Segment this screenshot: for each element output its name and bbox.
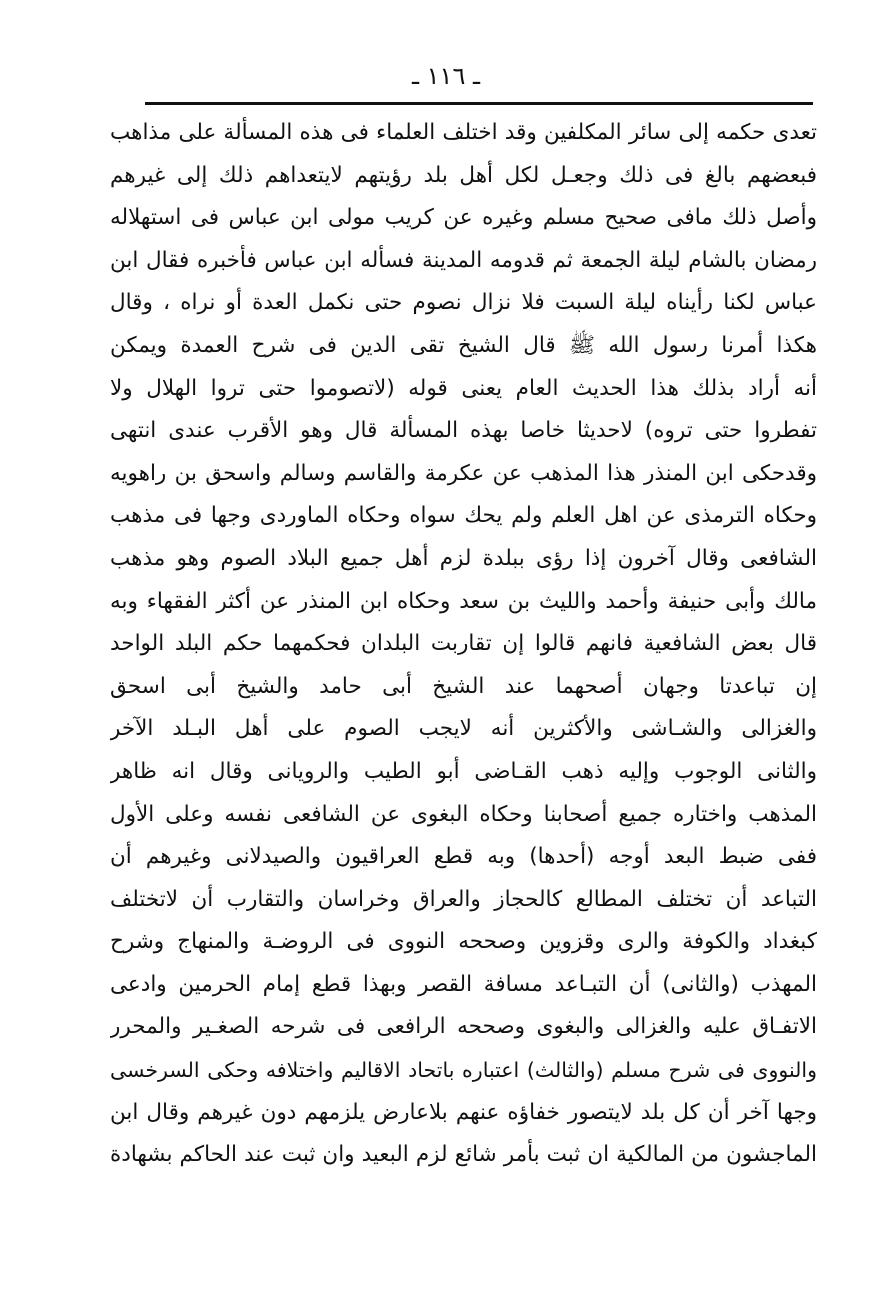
text-line: وحكاه الترمذى عن اهل العلم ولم يحك سواه وحكاه الماوردى وجها فى مذهب [110, 503, 817, 529]
text-line: الماجشون من المالكية ان ثبت بأمر شائع لزم البعيد وان ثبت عند الحاكم بشهادة [110, 1142, 817, 1168]
text-line: وأصل ذلك مافى صحيح مسلم وغيره عن كريب مولى ابن عباس فى استهلاله [110, 205, 817, 231]
text-line: والثانى الوجوب وإليه ذهب القـاضى أبو الطيب والرويانى وقال انه ظاهر [110, 758, 817, 784]
text-line: أنه أراد بذلك هذا الحديث العام يعنى قوله (لاتصوموا حتى تروا الهلال ولا [110, 375, 817, 401]
text-line: والغزالى والشـاشى والأكثرين أنه لايجب الصوم على أهل البـلد الآخر [110, 716, 817, 742]
text-line: المذهب واختاره جميع أصحابنا وحكاه البغوى عن الشافعى نفسه وعلى الأول [110, 801, 817, 827]
text-line: التباعد أن تختلف المطالع كالحجاز والعراق وخراسان والتقارب أن لاتختلف [110, 886, 817, 912]
text-line: تعدى حكمه إلى سائر المكلفين وقد اختلف العلماء فى هذه المسألة على مذاهب [110, 120, 817, 145]
text-line: والنووى فى شرح مسلم (والثالث) اعتباره باتحاد الاقاليم واختلافه وحكى السرخسى [110, 1058, 817, 1083]
text-line: قال بعض الشافعية فانهم قالوا إن تقاربت البلدان فحكمهما حكم البلد الواحد [110, 631, 817, 657]
text-line: مالك وأبى حنيفة وأحمد والليث بن سعد وحكاه ابن المنذر عن أكثر الفقهاء وبه [110, 588, 817, 614]
text-line: هكذا أمرنا رسول الله ﷺ قال الشيخ تقى الدين فى شرح العمدة ويمكن [110, 332, 817, 358]
body-text [110, 112, 817, 1177]
text-line: الشافعى وقال آخرون إذا رؤى ببلدة لزم أهل جميع البلاد الصوم وهو مذهب [110, 545, 817, 571]
text-line: إن تباعدتا وجهان أصحهما عند الشيخ أبى حامد والشيخ أبى اسحق [110, 673, 817, 699]
header-rule [145, 102, 813, 105]
text-line: كبغداد والكوفة والرى وقزوين وصححه النووى فى الروضـة والمنهاج وشرح [110, 929, 817, 955]
text-line: المهذب (والثانى) أن التبـاعد مسافة القصر وبهذا قطع إمام الحرمين وادعى [110, 971, 817, 997]
text-line: رمضان بالشام ليلة الجمعة ثم قدومه المدينة فسأله ابن عباس فأخبره فقال ابن [110, 247, 817, 273]
text-line: وقدحكى ابن المنذر هذا المذهب عن عكرمة والقاسم وسالم واسحق بن راهويه [110, 460, 817, 486]
text-line: عباس لكنا رأيناه ليلة السبت فلا نزال نصوم حتى نكمل العدة أو نراه ، وقال [110, 290, 817, 316]
text-line: ففى ضبط البعد أوجه (أحدها) وبه قطع العراقيون والصيدلانى وغيرهم أن [110, 844, 817, 870]
text-line: فبعضهم بالغ فى ذلك وجعـل لكل أهل بلد رؤيتهم لايتعداهم ذلك إلى غيرهم [110, 162, 817, 188]
text-line: الاتفـاق عليه والغزالى والبغوى وصححه الرافعى فى شرحه الصغـير والمحرر [110, 1014, 817, 1040]
text-line: وجها آخر أن كل بلد لايتصور خفاؤه عنهم بلاعارض يلزمهم دون غيرهم وقال ابن [110, 1099, 817, 1125]
page-number: ـ ١١٦ ـ [411, 62, 480, 90]
text-line: تفطروا حتى تروه) لاحديثا خاصا بهذه المسألة قال وهو الأقرب عندى انتهى [110, 418, 817, 444]
